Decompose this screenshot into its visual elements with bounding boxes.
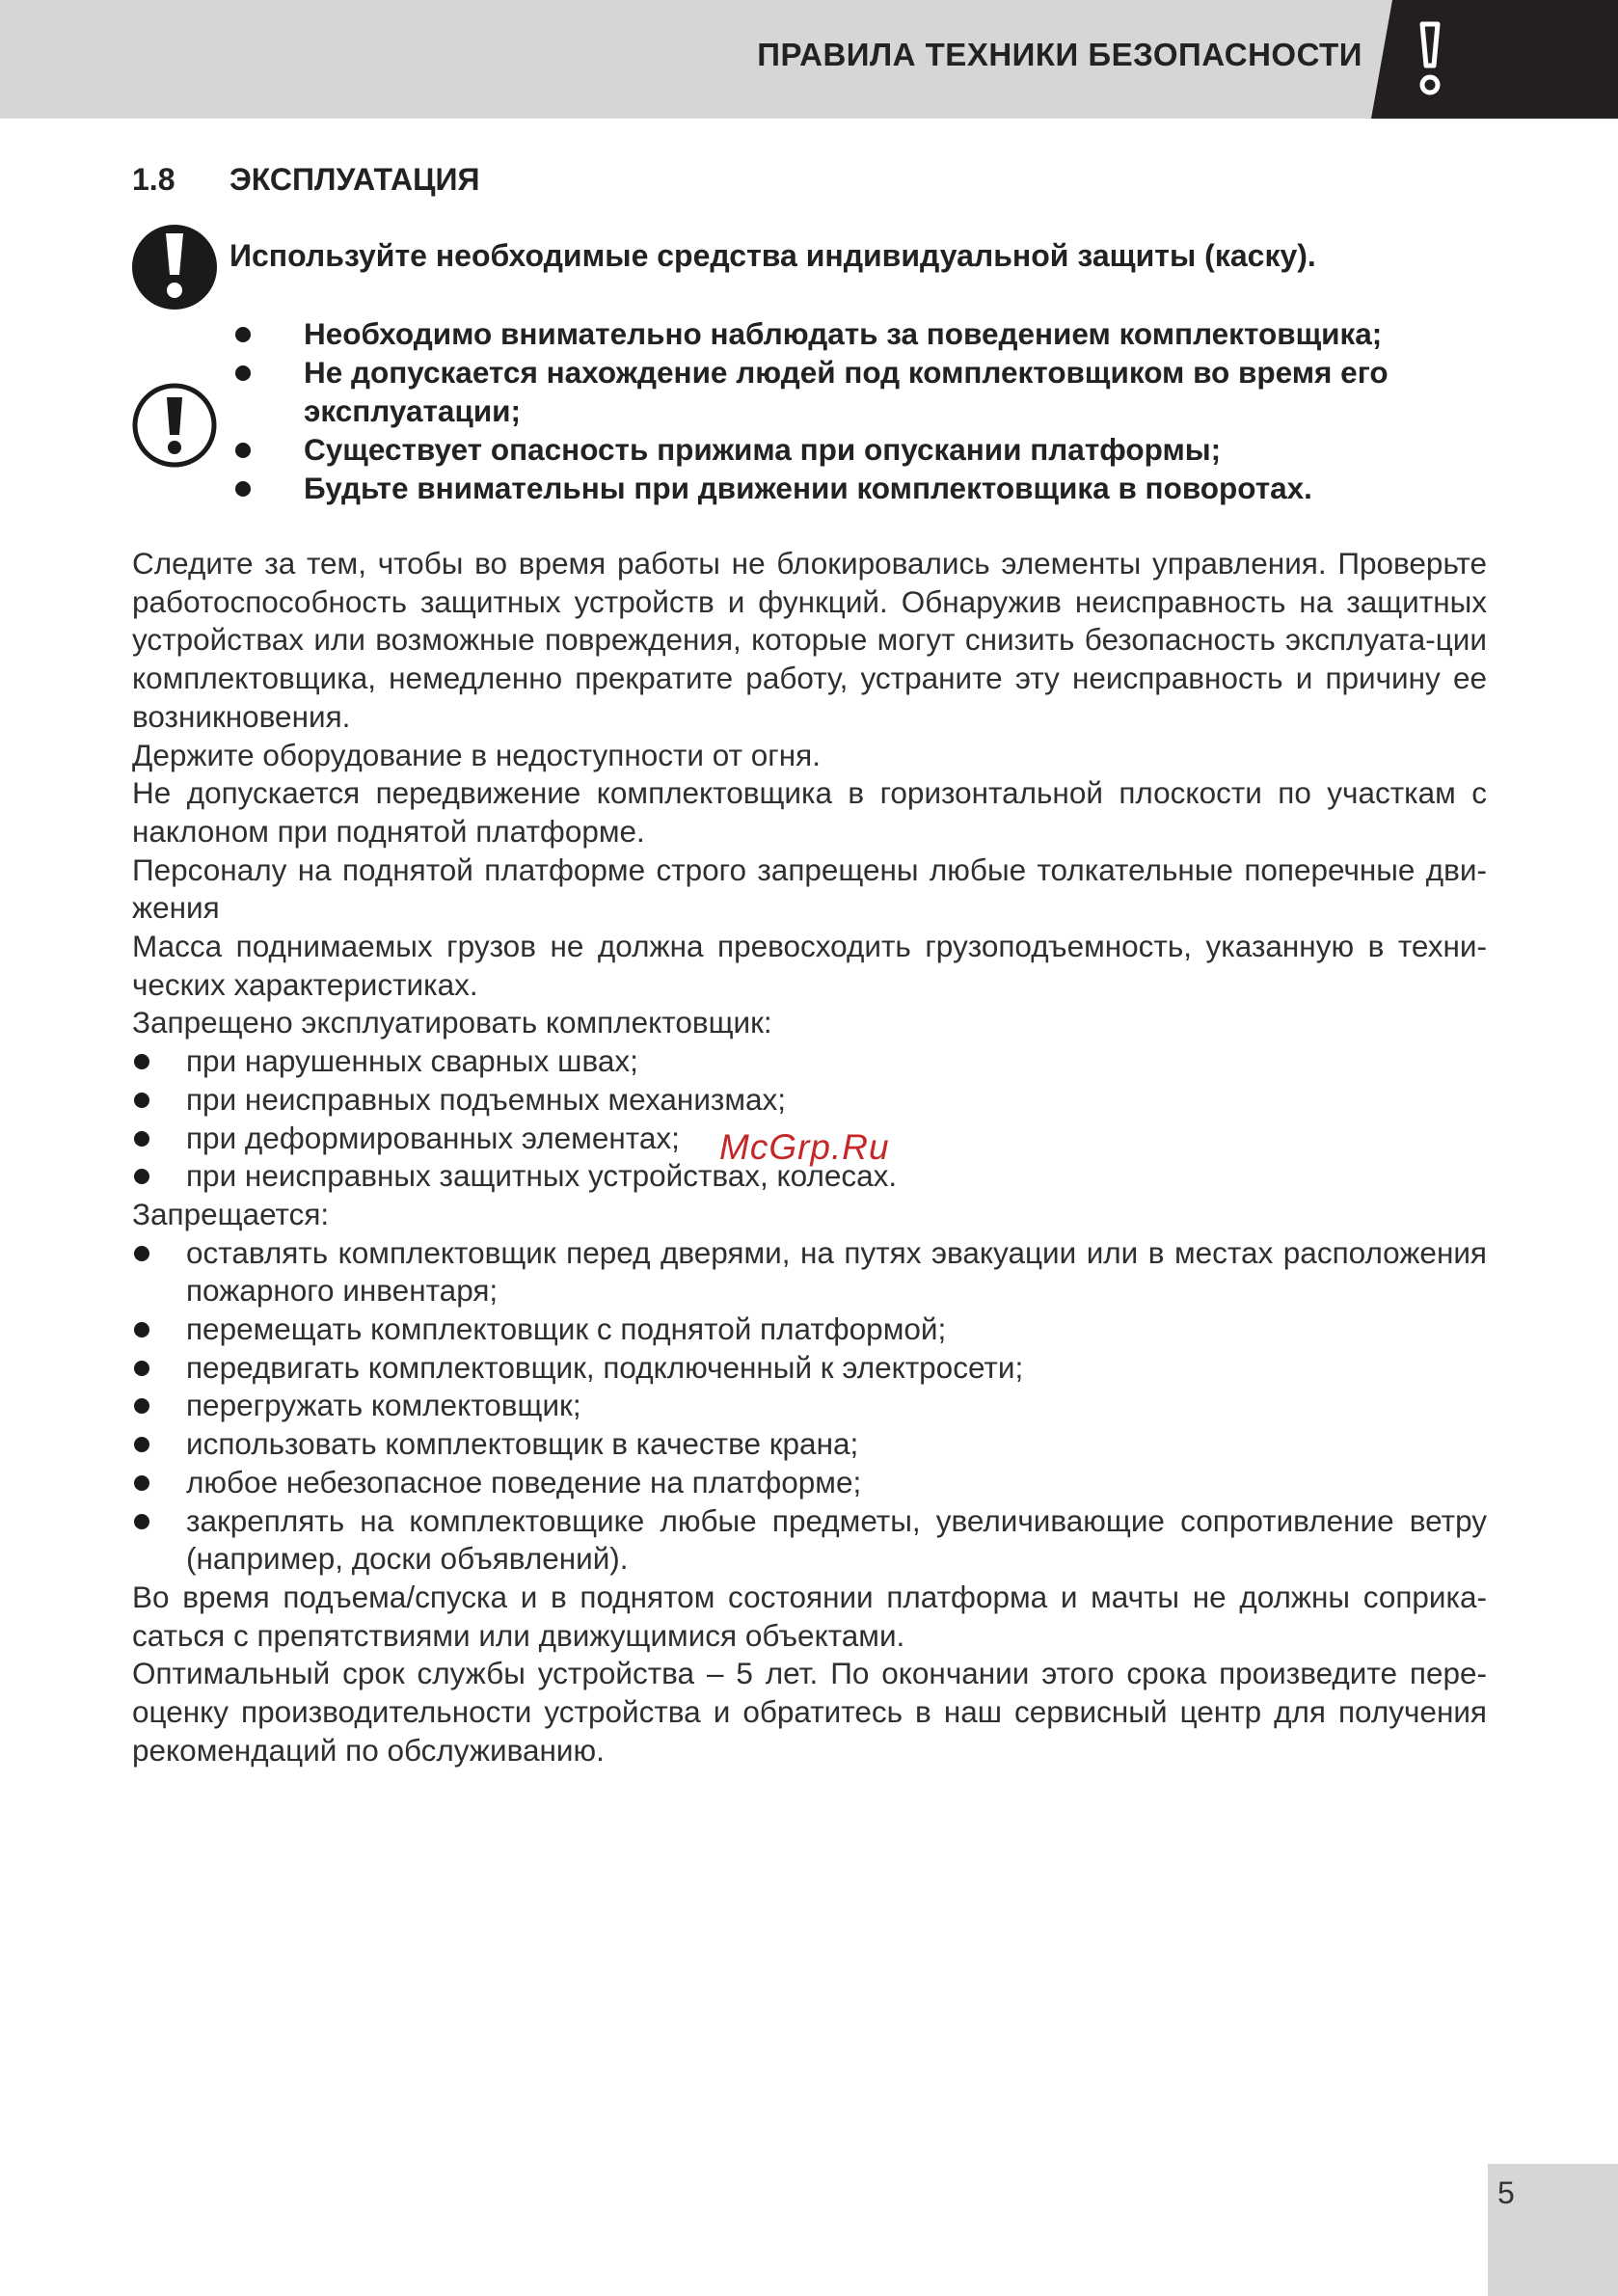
- list-item: оставлять комплектовщик перед дверями, на путях эвакуации или в местах расположения пожарного инвентаря;: [132, 1234, 1487, 1310]
- section-number: 1.8: [132, 162, 175, 197]
- list-item: при неисправных защитных устройствах, колесах.: [132, 1157, 1487, 1196]
- paragraph: Во время подъема/спуска и в поднятом состоянии платформа и мачты не должны соприка-саться с препятствиями или движущимися объектами.: [132, 1579, 1487, 1653]
- outline-exclamation-circle-icon: [131, 382, 218, 469]
- paragraph: Персоналу на поднятой платформе строго запрещены любые толкательные поперечные дви-жения: [132, 851, 1487, 926]
- list-item: любое небезопасное поведение на платформе;: [132, 1464, 1487, 1502]
- page-number-tab: [1488, 2164, 1618, 2296]
- header-title: ПРАВИЛА ТЕХНИКИ БЕЗОПАСНОСТИ: [757, 37, 1362, 72]
- section-title: ЭКСПЛУАТАЦИЯ: [229, 162, 480, 197]
- ppe-warning-text: Используйте необходимые средства индивидуальной защиты (каску).: [229, 238, 1316, 273]
- warning-item: Существует опасность прижима при опускании платформы;: [229, 430, 1483, 469]
- paragraph: Держите оборудование в недоступности от огня.: [132, 737, 821, 772]
- list-item: перемещать комплектовщик с поднятой платформой;: [132, 1310, 1487, 1349]
- section-heading: [132, 162, 479, 198]
- warning-item: Не допускается нахождение людей под комплектовщиком во время его эксплуатации;: [229, 353, 1483, 430]
- list-item: передвигать комплектовщик, подключенный к электросети;: [132, 1349, 1487, 1388]
- page-header: [0, 0, 1618, 119]
- prohibited-conditions-list: [132, 1042, 1487, 1196]
- safety-warning-list: [229, 314, 1483, 507]
- paragraph: Следите за тем, чтобы во время работы не блокировались элементы управления. Проверьте работоспособность защитных устройств и функций. Обнаружив неисправность на защитных устройствах или возможные повреждения, которые могут снизить безопасность эксплуата-ции комплектовщика, немедленно прекратите работу, устраните эту неисправность и причину ее возникновения.: [132, 546, 1487, 734]
- header-tab: [1371, 0, 1618, 119]
- list-item: перегружать комлектовщик;: [132, 1387, 1487, 1425]
- warning-item: Необходимо внимательно наблюдать за поведением комплектовщика;: [229, 314, 1483, 353]
- paragraph: Оптимальный срок службы устройства – 5 лет. По окончании этого срока произведите пере-оценку производительности устройства и обратитесь в наш сервисный центр для получения рекомендаций по обслуживанию.: [132, 1656, 1487, 1768]
- list-item: при неисправных подъемных механизмах;: [132, 1081, 1487, 1120]
- watermark: McGrp.Ru: [719, 1127, 890, 1167]
- paragraph: Масса поднимаемых грузов не должна превосходить грузоподъемность, указанную в техни-ческих характеристиках.: [132, 929, 1487, 1002]
- filled-exclamation-circle-icon: [131, 224, 218, 311]
- list-item: использовать комплектовщик в качестве крана;: [132, 1425, 1487, 1464]
- page-number: 5: [1497, 2175, 1515, 2210]
- paragraph: Запрещено эксплуатировать комплектовщик:: [132, 1005, 772, 1040]
- prohibited-actions-list: [132, 1234, 1487, 1579]
- list-item: при нарушенных сварных швах;: [132, 1042, 1487, 1081]
- list-item: при деформированных элементах;: [132, 1120, 1487, 1158]
- warning-item: Будьте внимательны при движении комплектовщика в поворотах.: [229, 469, 1483, 507]
- list-item: закреплять на комплектовщике любые предметы, увеличивающие сопротивление ветру (например, доски объявлений).: [132, 1502, 1487, 1579]
- paragraph: Запрещается:: [132, 1196, 330, 1231]
- paragraph: Не допускается передвижение комплектовщика в горизонтальной плоскости по участкам с наклоном при поднятой платформе.: [132, 775, 1487, 849]
- exclamation-icon: [1414, 21, 1446, 98]
